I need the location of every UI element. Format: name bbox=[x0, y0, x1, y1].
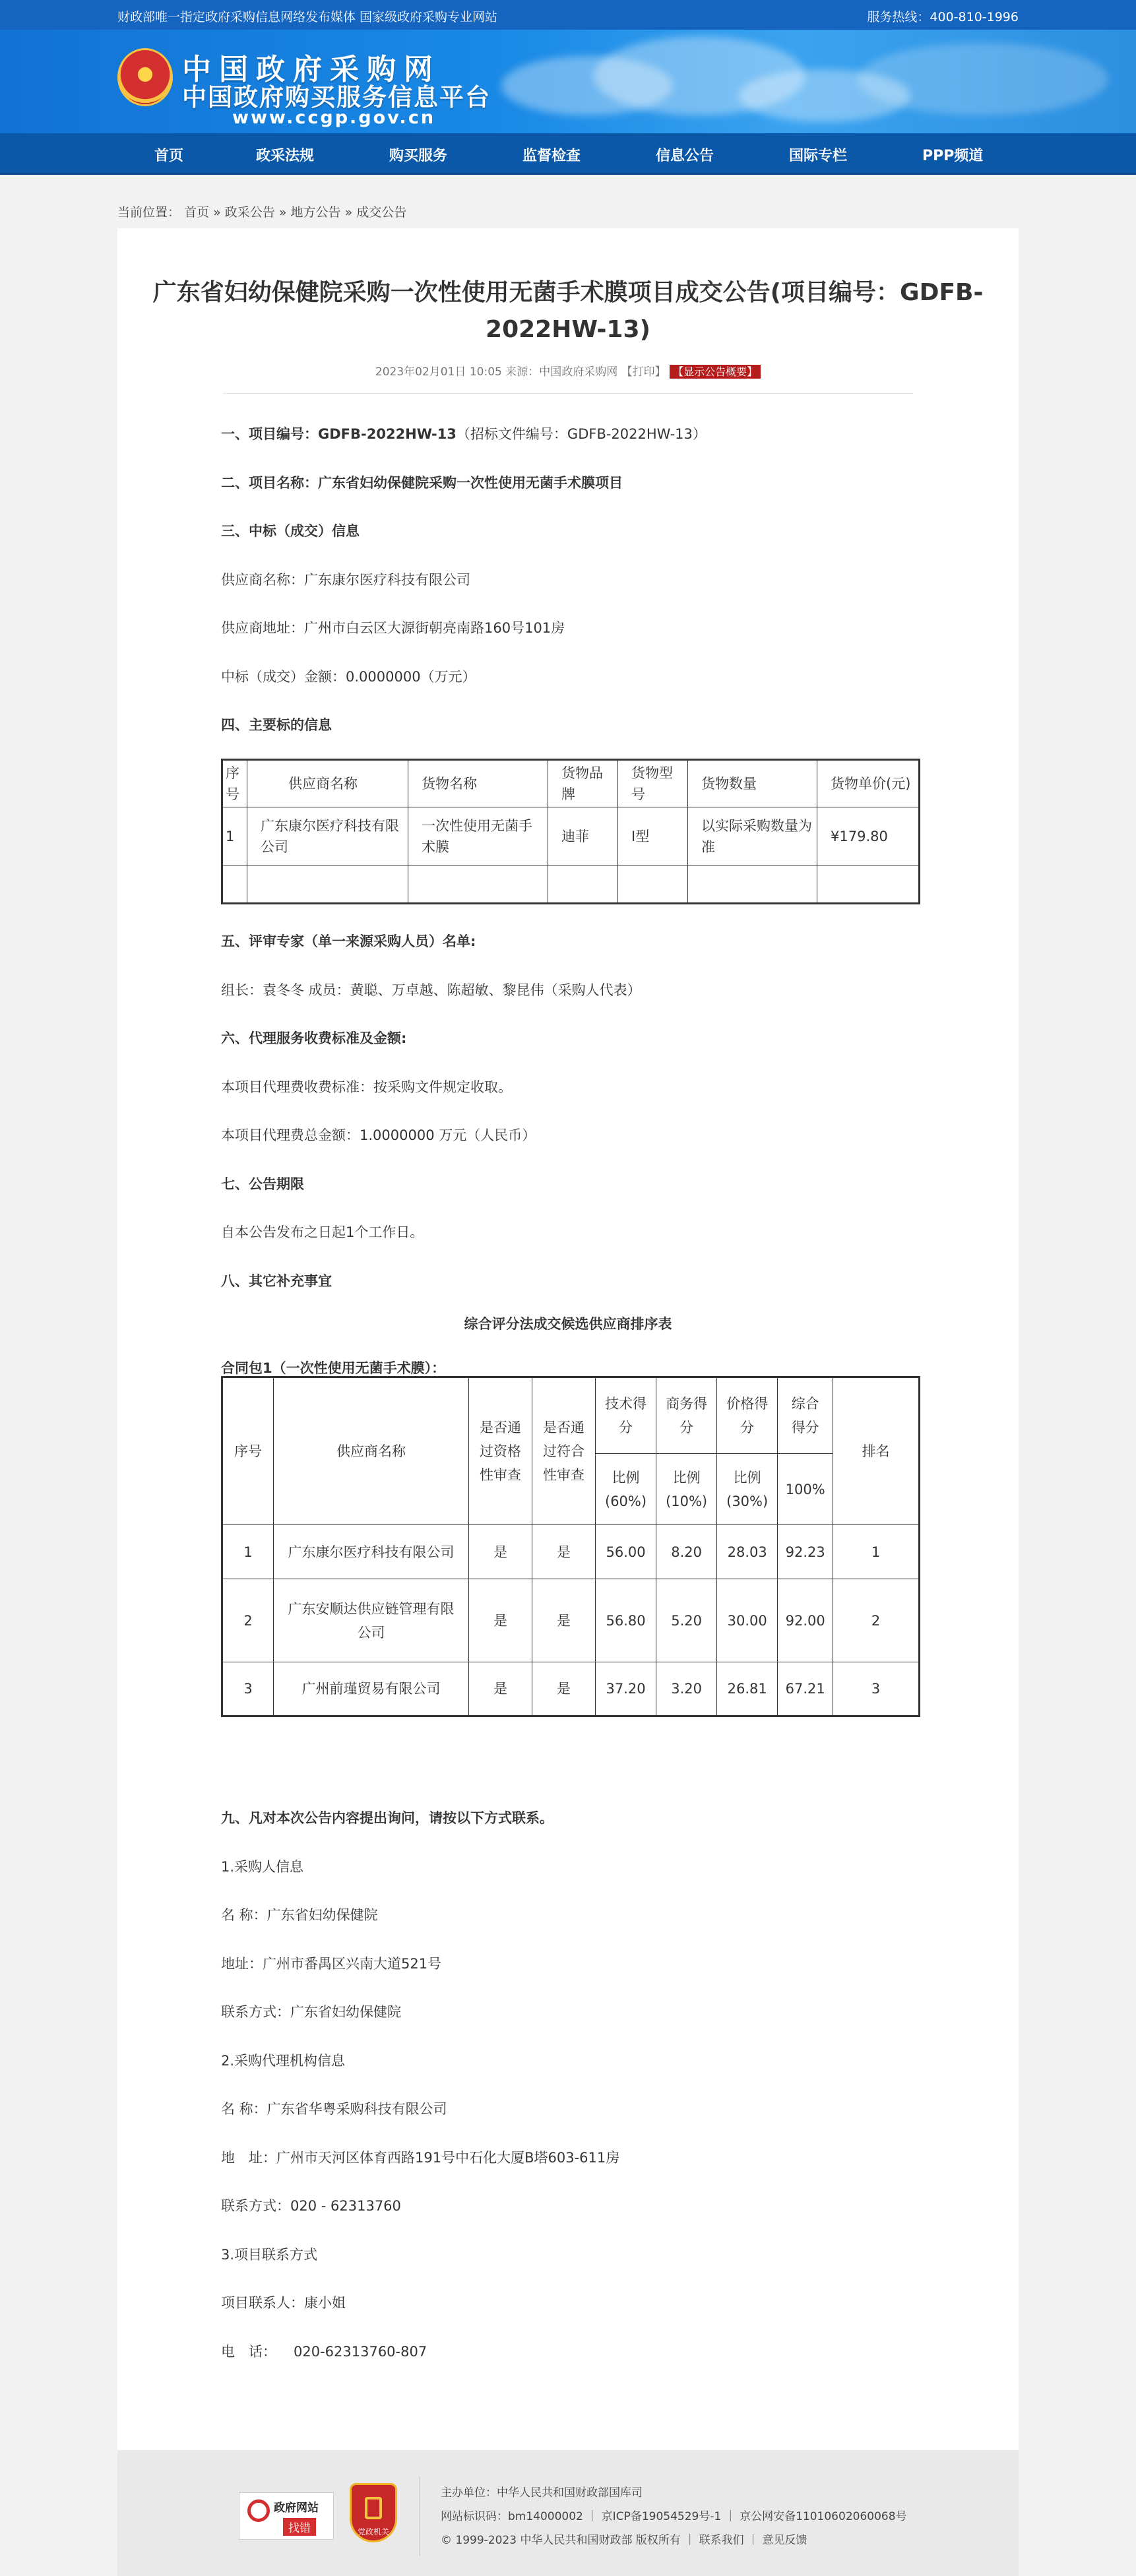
site-logo-url: www.ccgp.gov.cn bbox=[232, 108, 436, 128]
breadcrumb bbox=[117, 203, 406, 220]
table-header-cell: 是否通过资格性审查 bbox=[469, 1377, 532, 1525]
section-agency-fee: 六、代理服务收费标准及金额: bbox=[221, 1030, 407, 1046]
award-amount: 中标（成交）金额：0.0000000（万元） bbox=[221, 669, 476, 685]
supplier-name: 供应商名称：广东康尔医疗科技有限公司 bbox=[221, 572, 470, 588]
table-cell: 67.21 bbox=[778, 1662, 833, 1716]
nav-item-purchase-services[interactable]: 购买服务 bbox=[389, 148, 448, 164]
nav-item-supervision[interactable]: 监督检查 bbox=[522, 148, 581, 164]
agency-info-heading: 2.采购代理机构信息 bbox=[221, 2053, 346, 2069]
table-header-cell: 排名 bbox=[833, 1377, 920, 1525]
ranking-table-title: 综合评分法成交候选供应商排序表 bbox=[464, 1316, 672, 1332]
table-cell: 是 bbox=[532, 1579, 596, 1662]
top-bar bbox=[0, 0, 1136, 30]
table-header-cell: 供应商名称 bbox=[274, 1377, 469, 1525]
package-title: 合同包1（一次性使用无菌手术膜）： bbox=[221, 1360, 446, 1376]
main-nav bbox=[0, 133, 1136, 175]
magnifier-icon bbox=[247, 2499, 270, 2522]
table-cell: 一次性使用无菌手术膜 bbox=[408, 807, 548, 865]
purchaser-contact: 联系方式：广东省妇幼保健院 bbox=[221, 2004, 401, 2020]
purchaser-name: 名 称：广东省妇幼保健院 bbox=[221, 1907, 378, 1923]
table-cell: 92.23 bbox=[778, 1525, 833, 1579]
table-cell: 2 bbox=[833, 1579, 920, 1662]
national-emblem-icon bbox=[117, 48, 173, 106]
table-row bbox=[222, 807, 920, 865]
project-contact-heading: 3.项目联系方式 bbox=[221, 2247, 318, 2263]
table-cell: 28.03 bbox=[717, 1525, 778, 1579]
table-header-cell: 是否通过符合性审查 bbox=[532, 1377, 596, 1525]
gov-site-error-report-badge[interactable] bbox=[239, 2492, 334, 2540]
table-cell: 56.80 bbox=[596, 1579, 656, 1662]
breadcrumb-sep: » bbox=[213, 205, 221, 220]
nav-item-ppp[interactable]: PPP频道 bbox=[922, 148, 984, 164]
nav-item-international[interactable]: 国际专栏 bbox=[789, 148, 848, 164]
service-hotline: 服务热线：400-810-1996 bbox=[867, 10, 1019, 24]
section-other-matters: 八、其它补充事宜 bbox=[221, 1273, 332, 1289]
article-meta bbox=[117, 362, 1019, 379]
footer-registration: 网站标识码：bm14000002 ｜ 京ICP备19054529号-1 ｜ 京公网安备11010602060068号 bbox=[441, 2510, 907, 2523]
table-header-cell: 货物品牌 bbox=[548, 760, 618, 807]
table-row bbox=[222, 1525, 920, 1579]
breadcrumb-home[interactable]: 首页 bbox=[184, 205, 210, 220]
badge-bottom-text: 找错 bbox=[283, 2518, 316, 2536]
table-cell: 广东安顺达供应链管理有限公司 bbox=[274, 1579, 469, 1662]
article-date: 2023年02月01日 10:05 bbox=[375, 365, 502, 379]
agency-address: 地 址：广州市天河区体育西路191号中石化大厦B塔603-611房 bbox=[221, 2150, 620, 2166]
table-header-cell: 价格得分 bbox=[717, 1377, 778, 1454]
site-logo-title[interactable]: 中国政府采购网 bbox=[182, 53, 441, 86]
top-bar-slogan: 财政部唯一指定政府采购信息网络发布媒体 国家级政府采购专业网站 bbox=[117, 10, 498, 24]
breadcrumb-deal-notice[interactable]: 成交公告 bbox=[356, 205, 407, 220]
site-logo-subtitle: 中国政府购买服务信息平台 bbox=[182, 83, 491, 111]
section-main-items: 四、主要标的信息 bbox=[221, 717, 332, 733]
ranking-table bbox=[221, 1376, 920, 1717]
main-items-table bbox=[221, 759, 920, 904]
table-cell: 3 bbox=[222, 1662, 274, 1716]
table-cell: 是 bbox=[532, 1662, 596, 1716]
article-panel bbox=[117, 228, 1019, 2450]
table-header-cell: 货物单价(元) bbox=[817, 760, 920, 807]
table-cell: 迪菲 bbox=[548, 807, 618, 865]
table-cell: 26.81 bbox=[717, 1662, 778, 1716]
table-cell: 37.20 bbox=[596, 1662, 656, 1716]
table-cell: I型 bbox=[618, 807, 688, 865]
table-cell: 1 bbox=[833, 1525, 920, 1579]
breadcrumb-gov-notice[interactable]: 政采公告 bbox=[224, 205, 275, 220]
phone-number: 020-62313760-807 bbox=[294, 2344, 427, 2360]
table-cell: 广东康尔医疗科技有限公司 bbox=[274, 1525, 469, 1579]
section-award-info: 三、中标（成交）信息 bbox=[221, 523, 360, 539]
table-cell: 1 bbox=[222, 1525, 274, 1579]
table-cell: 8.20 bbox=[656, 1525, 717, 1579]
nav-item-regulations[interactable]: 政采法规 bbox=[256, 148, 315, 164]
tender-doc-number: （招标文件编号：GDFB-2022HW-13） bbox=[456, 426, 707, 442]
table-header-cell: 比例(10%) bbox=[656, 1454, 717, 1525]
shield-text: 党政机关 bbox=[357, 2527, 389, 2536]
purchaser-address: 地址：广州市番禺区兴南大道521号 bbox=[221, 1956, 442, 1972]
table-cell: 1 bbox=[222, 807, 247, 865]
table-row bbox=[222, 1579, 920, 1662]
table-header-cell: 比例(60%) bbox=[596, 1454, 656, 1525]
divider bbox=[223, 393, 913, 394]
project-contact-phone bbox=[221, 2341, 427, 2361]
table-header-cell: 货物数量 bbox=[688, 760, 817, 807]
show-summary-button[interactable]: 【显示公告概要】 bbox=[670, 365, 761, 379]
section-project-name: 二、项目名称：广东省妇幼保健院采购一次性使用无菌手术膜项目 bbox=[221, 475, 623, 491]
table-cell: 是 bbox=[469, 1525, 532, 1579]
table-header-cell: 综合得分 bbox=[778, 1377, 833, 1454]
table-header-cell: 序号 bbox=[222, 760, 247, 807]
nav-item-announcements[interactable]: 信息公告 bbox=[656, 148, 714, 164]
table-header-cell: 供应商名称 bbox=[247, 760, 408, 807]
table-cell: 56.00 bbox=[596, 1525, 656, 1579]
table-row bbox=[222, 1662, 920, 1716]
table-cell: 3 bbox=[833, 1662, 920, 1716]
notice-period: 自本公告发布之日起1个工作日。 bbox=[221, 1224, 424, 1240]
table-cell: 以实际采购数量为准 bbox=[688, 807, 817, 865]
table-row bbox=[222, 865, 920, 904]
agency-name: 名 称：广东省华粤采购科技有限公司 bbox=[221, 2101, 447, 2117]
breadcrumb-sep: » bbox=[278, 205, 287, 220]
project-number: 一、项目编号：GDFB-2022HW-13 bbox=[221, 426, 457, 442]
breadcrumb-prefix: 当前位置： bbox=[117, 205, 181, 220]
table-cell: 92.00 bbox=[778, 1579, 833, 1662]
table-cell: 是 bbox=[469, 1579, 532, 1662]
section-project-number bbox=[221, 424, 707, 443]
print-link[interactable]: 【打印】 bbox=[621, 365, 666, 379]
table-header-row bbox=[222, 760, 920, 807]
fee-total: 本项目代理费总金额：1.0000000 万元（人民币） bbox=[221, 1127, 536, 1143]
section-experts: 五、评审专家（单一来源采购人员）名单: bbox=[221, 933, 476, 949]
section-contact: 九、凡对本次公告内容提出询问，请按以下方式联系。 bbox=[221, 1810, 553, 1826]
table-header-cell: 货物名称 bbox=[408, 760, 548, 807]
table-header-cell: 商务得分 bbox=[656, 1377, 717, 1454]
table-header-cell: 序号 bbox=[222, 1377, 274, 1525]
breadcrumb-local-notice[interactable]: 地方公告 bbox=[290, 205, 341, 220]
table-header-row bbox=[222, 1377, 920, 1454]
site-banner bbox=[0, 30, 1136, 133]
article-source: 来源：中国政府采购网 bbox=[505, 365, 618, 379]
table-cell: 5.20 bbox=[656, 1579, 717, 1662]
section-notice-period: 七、公告期限 bbox=[221, 1176, 304, 1192]
badge-top-text: 政府网站 bbox=[274, 2501, 319, 2515]
table-header-cell: 比例(30%) bbox=[717, 1454, 778, 1525]
table-cell: 3.20 bbox=[656, 1662, 717, 1716]
table-cell: 30.00 bbox=[717, 1579, 778, 1662]
table-header-cell: 货物型号 bbox=[618, 760, 688, 807]
article-title: 广东省妇幼保健院采购一次性使用无菌手术膜项目成交公告(项目编号：GDFB-2022HW-13) bbox=[152, 279, 984, 343]
table-cell: 广东康尔医疗科技有限公司 bbox=[247, 807, 408, 865]
site-footer bbox=[117, 2450, 1019, 2576]
expert-list: 组长：袁冬冬 成员：黄聪、万卓越、陈超敏、黎昆伟（采购人代表） bbox=[221, 982, 641, 998]
table-cell: 是 bbox=[532, 1525, 596, 1579]
table-cell: 2 bbox=[222, 1579, 274, 1662]
supplier-address: 供应商地址：广州市白云区大源街朝亮南路160号101房 bbox=[221, 620, 565, 636]
nav-item-home[interactable]: 首页 bbox=[154, 148, 184, 164]
table-header-cell: 100% bbox=[778, 1454, 833, 1525]
table-cell: 广州前瑾贸易有限公司 bbox=[274, 1662, 469, 1716]
party-gov-org-badge[interactable] bbox=[350, 2483, 397, 2542]
footer-copyright: © 1999-2023 中华人民共和国财政部 版权所有 ｜ 联系我们 ｜ 意见反馈 bbox=[441, 2534, 807, 2547]
project-contact-person: 项目联系人：康小姐 bbox=[221, 2295, 346, 2311]
table-cell: 是 bbox=[469, 1662, 532, 1716]
fee-standard: 本项目代理费收费标准：按采购文件规定收取。 bbox=[221, 1079, 512, 1095]
table-cell: ¥179.80 bbox=[817, 807, 920, 865]
footer-organizer: 主办单位：中华人民共和国财政部国库司 bbox=[441, 2486, 643, 2499]
purchaser-info-heading: 1.采购人信息 bbox=[221, 1859, 304, 1875]
shield-emblem-icon bbox=[365, 2497, 382, 2519]
breadcrumb-sep: » bbox=[344, 205, 353, 220]
phone-label: 电 话： bbox=[221, 2344, 276, 2360]
table-header-cell: 技术得分 bbox=[596, 1377, 656, 1454]
agency-contact: 联系方式：020 - 62313760 bbox=[221, 2198, 401, 2214]
